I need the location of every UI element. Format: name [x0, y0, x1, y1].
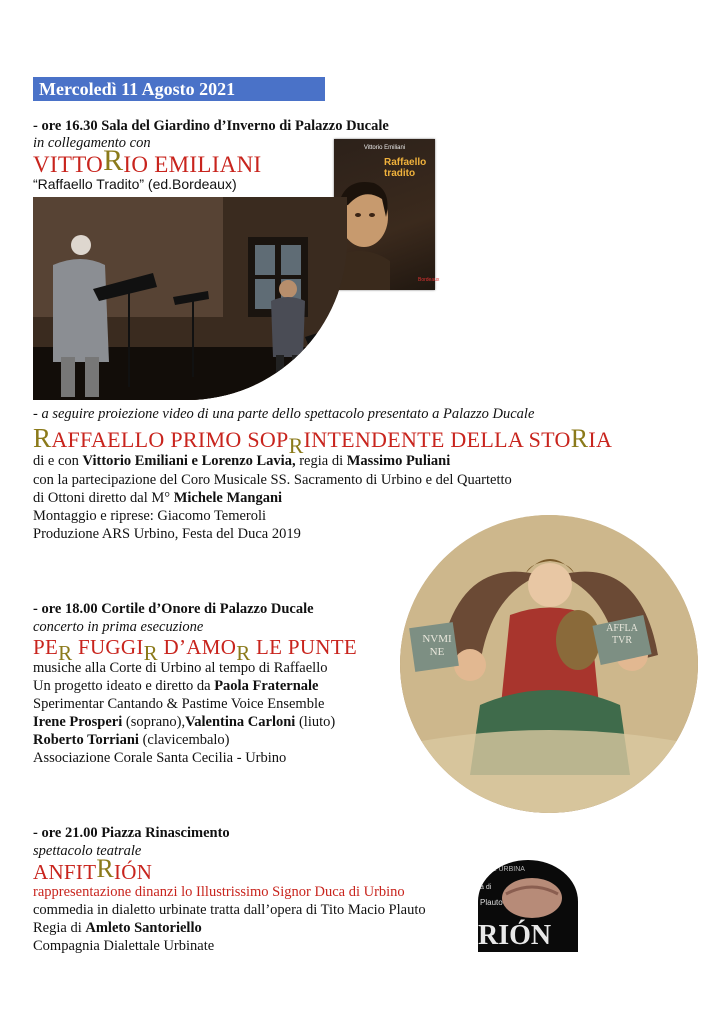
text: Regia di: [33, 920, 86, 936]
title-accent-letter: R: [288, 433, 304, 458]
event3-time-place: - ore 18.00 Cortile d’Onore di Palazzo Ducale: [33, 601, 314, 617]
medallion-tablet-right: AFFLA TVR: [606, 623, 638, 646]
conductor: Michele Mangani: [173, 490, 283, 506]
poster-top-text: LE URBINA: [488, 866, 525, 873]
title-accent-letter: R: [236, 641, 251, 665]
title-part: AFFAELLO PRIMO SOP: [51, 427, 289, 452]
event2-intro: - a seguire proiezione video di una parte dello spettacolo presentato a Palazzo Ducale: [33, 406, 535, 422]
role: (clavicembalo): [138, 732, 230, 748]
event1-guest-name: [33, 144, 262, 178]
poster-side-text: a di: [480, 884, 492, 891]
medallion-illustration: [400, 515, 698, 813]
title-accent-letter: R: [143, 641, 158, 665]
title-accent-letter: R: [58, 641, 73, 665]
book-cover-image: [334, 139, 440, 290]
event3-line6: Associazione Corale Santa Cecilia - Urbino: [33, 750, 287, 766]
title-part: PE: [33, 635, 59, 659]
event4-line4: Compagnia Dialettale Urbinate: [33, 938, 215, 954]
text: di Ottoni diretto dal M°: [33, 490, 174, 506]
title-part: IÓN: [114, 860, 153, 884]
book-cover-author: Vittorio Emiliani: [363, 145, 406, 151]
fist-illustration: [496, 874, 566, 922]
text: regia di: [295, 453, 347, 469]
anfitrion-poster-image: [478, 860, 578, 952]
event3-line4: [33, 713, 335, 731]
raphael-medallion-image: [400, 515, 698, 813]
director: Paola Fraternale: [214, 678, 319, 694]
event4-line3: [33, 919, 202, 937]
portrait-illustration: [334, 177, 435, 290]
event2-credits-line4: Montaggio e riprese: Giacomo Temeroli: [33, 508, 267, 524]
director: Amleto Santoriello: [85, 920, 202, 936]
performer: Roberto Torriani: [33, 732, 139, 748]
title-part: VITTO: [33, 152, 104, 177]
event3-line2: [33, 677, 319, 695]
event4-line1: rappresentazione dinanzi lo Illustrissimo Signor Duca di Urbino: [33, 884, 405, 900]
poster-big-text: RIÓN: [478, 920, 552, 951]
title-part: FUGGI: [72, 635, 144, 659]
title-part: D’AMO: [157, 635, 237, 659]
director: Massimo Puliani: [346, 453, 451, 469]
event2-title: [33, 423, 613, 458]
event4-title: [33, 854, 153, 885]
event1-mode: in collegamento con: [33, 135, 151, 151]
role: (soprano),: [122, 714, 186, 730]
title-accent-letter: R: [33, 423, 52, 453]
title-part: INTENDENTE DELLA STO: [303, 427, 571, 452]
date-header: Mercoledì 11 Agosto 2021: [33, 77, 325, 101]
stage-photo-illustration: [33, 197, 347, 400]
text: di e con: [33, 453, 83, 469]
event3-line1: musiche alla Corte di Urbino al tempo di Raffaello: [33, 660, 328, 676]
event3-mode: concerto in prima esecuzione: [33, 619, 204, 635]
event2-credits-line5: Produzione ARS Urbino, Festa del Duca 2019: [33, 526, 301, 542]
event3-line5: [33, 731, 230, 749]
event4-mode: spettacolo teatrale: [33, 843, 142, 859]
performer: Valentina Carloni: [185, 714, 296, 730]
event3-title: [33, 634, 358, 665]
event4-line2: commedia in dialetto urbinate tratta dall’opera di Tito Macio Plauto: [33, 902, 426, 918]
event1-book: “Raffaello Tradito” (ed.Bordeaux): [33, 176, 237, 192]
stage-photo: [33, 197, 347, 400]
title-accent-letter: R: [103, 144, 124, 177]
book-cover-publisher: Bordeaux: [418, 277, 440, 283]
event1-time-place: - ore 16.30 Sala del Giardino d’Inverno di Palazzo Ducale: [33, 118, 389, 134]
title-accent-letter: R: [570, 424, 589, 453]
title-part: IA: [588, 427, 613, 452]
event4-time-place: - ore 21.00 Piazza Rinascimento: [33, 825, 230, 841]
text: Un progetto ideato e diretto da: [33, 678, 215, 694]
title-part: LE PUNTE: [250, 635, 358, 659]
book-cover-title: Raffaello tradito: [384, 157, 427, 179]
performers: Vittorio Emiliani e Lorenzo Lavia,: [82, 453, 296, 469]
event2-credits-line3: [33, 489, 282, 507]
event2-credits-line2: con la partecipazione del Coro Musicale SS. Sacramento di Urbino e del Quartetto: [33, 472, 512, 488]
performer: Irene Prosperi: [33, 714, 123, 730]
event3-line3: Sperimentar Cantando & Pastime Voice Ensemble: [33, 696, 325, 712]
poster-plauto-text: Plauto: [480, 898, 503, 907]
title-accent-letter: R: [96, 854, 114, 883]
title-part: IO EMILIANI: [123, 152, 262, 177]
title-part: ANFIT: [33, 860, 97, 884]
role: (liuto): [295, 714, 336, 730]
medallion-tablet-left: NVMI NE: [422, 633, 452, 658]
event2-credits-line1: [33, 452, 450, 470]
